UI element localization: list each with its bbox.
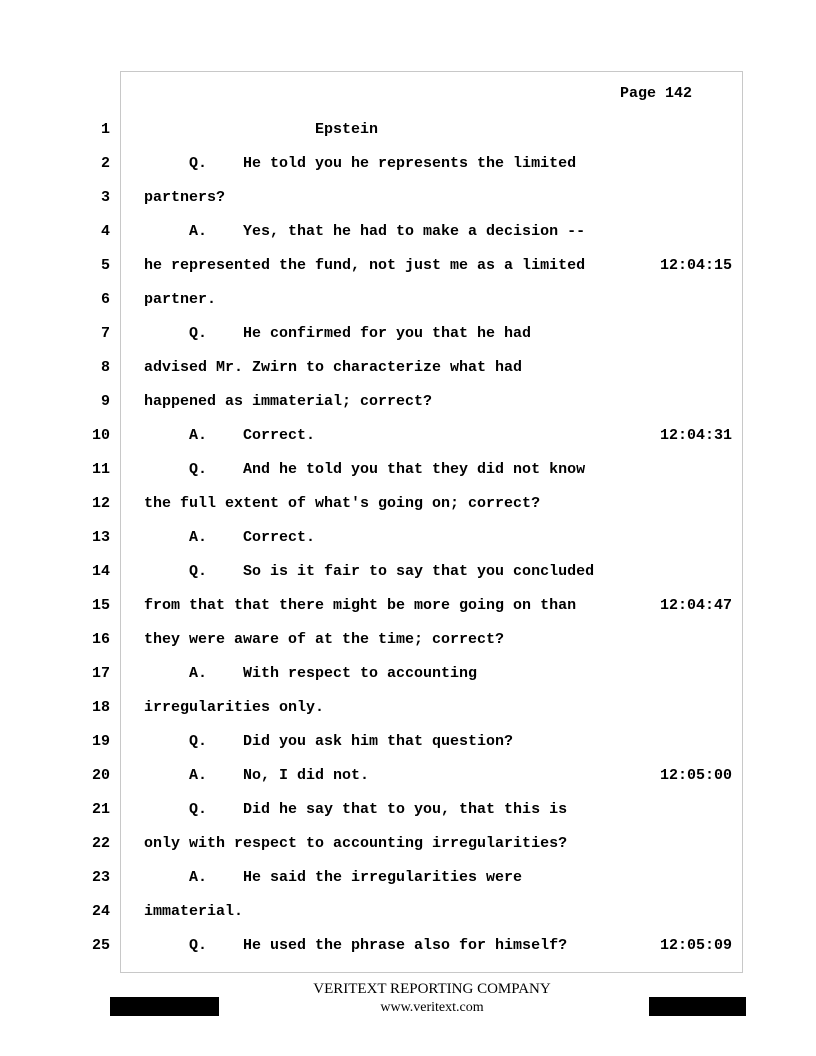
line-number: 1 (100, 121, 110, 138)
line-text: he represented the fund, not just me as a limited (144, 257, 586, 274)
line-number: 11 (91, 461, 110, 478)
transcript-line (0, 902, 816, 922)
transcript-line (0, 528, 816, 548)
transcript-line (0, 868, 816, 888)
line-text: partners? (144, 189, 226, 206)
line-text: they were aware of at the time; correct? (144, 631, 505, 648)
line-text: A. Yes, that he had to make a decision -- (144, 223, 586, 240)
transcript-line (0, 120, 816, 140)
line-text: A. He said the irregularities were (144, 869, 523, 886)
line-text: advised Mr. Zwirn to characterize what had (144, 359, 523, 376)
transcript-line (0, 426, 816, 446)
transcript-line (0, 324, 816, 344)
transcript-line (0, 290, 816, 310)
line-number: 2 (100, 155, 110, 172)
line-number: 10 (91, 427, 110, 444)
transcript-line (0, 664, 816, 684)
page-number: Page 142 (620, 85, 693, 102)
line-number: 18 (91, 699, 110, 716)
line-number: 21 (91, 801, 110, 818)
transcript-line (0, 256, 816, 276)
redaction-bar-left (110, 997, 219, 1016)
line-number: 7 (100, 325, 110, 342)
line-text: A. With respect to accounting (144, 665, 478, 682)
transcript-line (0, 698, 816, 718)
line-number: 17 (91, 665, 110, 682)
line-text: Q. Did you ask him that question? (144, 733, 514, 750)
transcript-line (0, 392, 816, 412)
line-number: 22 (91, 835, 110, 852)
line-text: partner. (144, 291, 217, 308)
line-text: from that that there might be more going on than (144, 597, 577, 614)
line-number: 16 (91, 631, 110, 648)
line-text: irregularities only. (144, 699, 325, 716)
line-number: 12 (91, 495, 110, 512)
transcript-line (0, 494, 816, 514)
line-number: 13 (91, 529, 110, 546)
line-text: immaterial. (144, 903, 244, 920)
footer (0, 978, 816, 1038)
transcript-line (0, 936, 816, 956)
footer-company: VERITEXT REPORTING COMPANY (313, 981, 551, 997)
line-text: Q. Did he say that to you, that this is (144, 801, 568, 818)
transcript-line (0, 766, 816, 786)
line-text: happened as immaterial; correct? (144, 393, 433, 410)
timestamp: 12:04:47 (660, 597, 733, 614)
transcript-line (0, 834, 816, 854)
line-number: 8 (100, 359, 110, 376)
line-number: 5 (100, 257, 110, 274)
line-text: the full extent of what's going on; correct? (144, 495, 541, 512)
transcript-line (0, 154, 816, 174)
transcript-line (0, 596, 816, 616)
line-number: 4 (100, 223, 110, 240)
timestamp: 12:05:00 (660, 767, 733, 784)
timestamp: 12:04:15 (660, 257, 733, 274)
line-text: Q. And he told you that they did not know (144, 461, 586, 478)
line-number: 19 (91, 733, 110, 750)
transcript-line (0, 800, 816, 820)
transcript-line (0, 630, 816, 650)
line-number: 20 (91, 767, 110, 784)
line-text: A. No, I did not. (144, 767, 370, 784)
line-number: 9 (100, 393, 110, 410)
line-text: Q. He confirmed for you that he had (144, 325, 532, 342)
line-number: 3 (100, 189, 110, 206)
transcript-line (0, 732, 816, 752)
line-text: Q. So is it fair to say that you concluded (144, 563, 595, 580)
timestamp: 12:05:09 (660, 937, 733, 954)
line-number: 14 (91, 563, 110, 580)
line-text: A. Correct. (144, 427, 316, 444)
timestamp: 12:04:31 (660, 427, 733, 444)
line-number: 24 (91, 903, 110, 920)
line-number: 25 (91, 937, 110, 954)
line-number: 23 (91, 869, 110, 886)
transcript-line (0, 460, 816, 480)
line-text: Q. He used the phrase also for himself? (144, 937, 568, 954)
line-number: 6 (100, 291, 110, 308)
transcript-line (0, 358, 816, 378)
transcript-line (0, 188, 816, 208)
line-text: Q. He told you he represents the limited (144, 155, 577, 172)
transcript-line (0, 222, 816, 242)
line-number: 15 (91, 597, 110, 614)
line-text: only with respect to accounting irregularities? (144, 835, 568, 852)
line-text: Epstein (144, 121, 379, 138)
redaction-bar-right (649, 997, 746, 1016)
footer-url: www.veritext.com (380, 1000, 484, 1015)
line-text: A. Correct. (144, 529, 316, 546)
transcript-line (0, 562, 816, 582)
